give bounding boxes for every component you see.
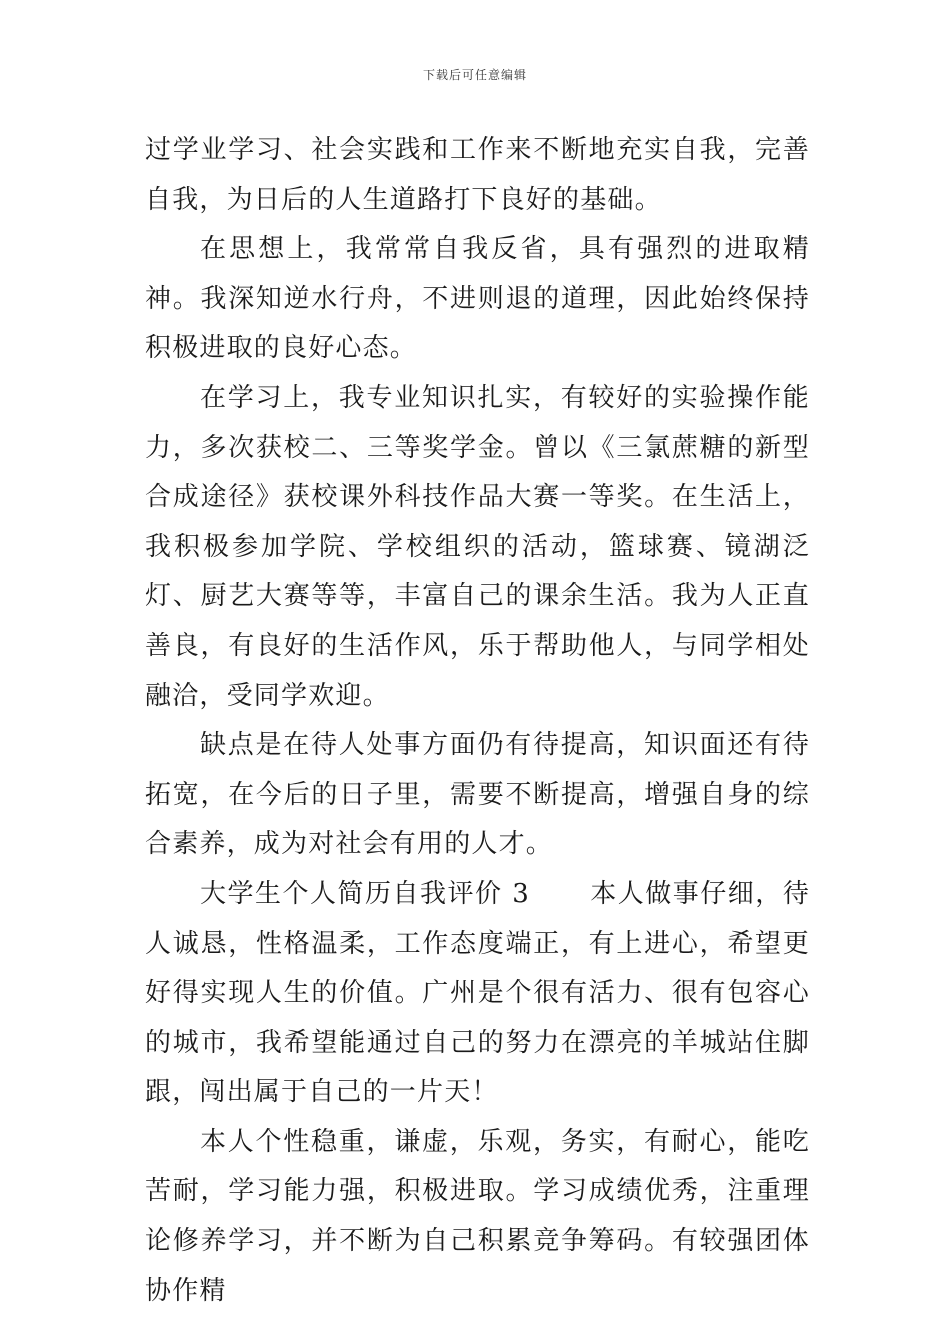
paragraph-section-3 (145, 870, 810, 1118)
paragraph-closing: 本人个性稳重，谦虚，乐观，务实，有耐心，能吃苦耐，学习能力强，积极进取。学习成绩优秀，注重理论修养学习，并不断为自己积累竞争筹码。有较强团体协作精 (145, 1126, 810, 1306)
paragraph-continuation: 过学业学习、社会实践和工作来不断地充实自我，完善自我，为日后的人生道路打下良好的基础。 (145, 135, 810, 215)
page-header-note: 下载后可任意编辑 (422, 68, 527, 82)
paragraph-thought: 在思想上，我常常自我反省，具有强烈的进取精神。我深知逆水行舟，不进则退的道理，因此始终保持积极进取的良好心态。 (145, 234, 810, 364)
document-body (145, 126, 810, 1316)
paragraph-weakness: 缺点是在待人处事方面仍有待提高，知识面还有待拓宽，在今后的日子里，需要不断提高，增强自身的综合素养，成为对社会有用的人才。 (145, 730, 810, 860)
section-title: 大学生个人简历自我评价 3 (200, 878, 530, 909)
paragraph-study-life: 在学习上，我专业知识扎实，有较好的实验操作能力，多次获校二、三等奖学金。曾以《三氯蔗糖的新型合成途径》获校课外科技作品大赛一等奖。在生活上，我积极参加学院、学校组织的活动，篮球赛、镜湖泛灯、厨艺大赛等等，丰富自己的课余生活。我为人正直善良，有良好的生活作风，乐于帮助他人，与同学相处融洽，受同学欢迎。 (145, 382, 810, 711)
section-body: 本人做事仔细，待人诚恳，性格温柔，工作态度端正，有上进心，希望更好得实现人生的价值。广州是个很有活力、很有包容心的城市，我希望能通过自己的努力在漂亮的羊城站住脚跟，闯出属于自己的一片天！ (145, 878, 810, 1108)
